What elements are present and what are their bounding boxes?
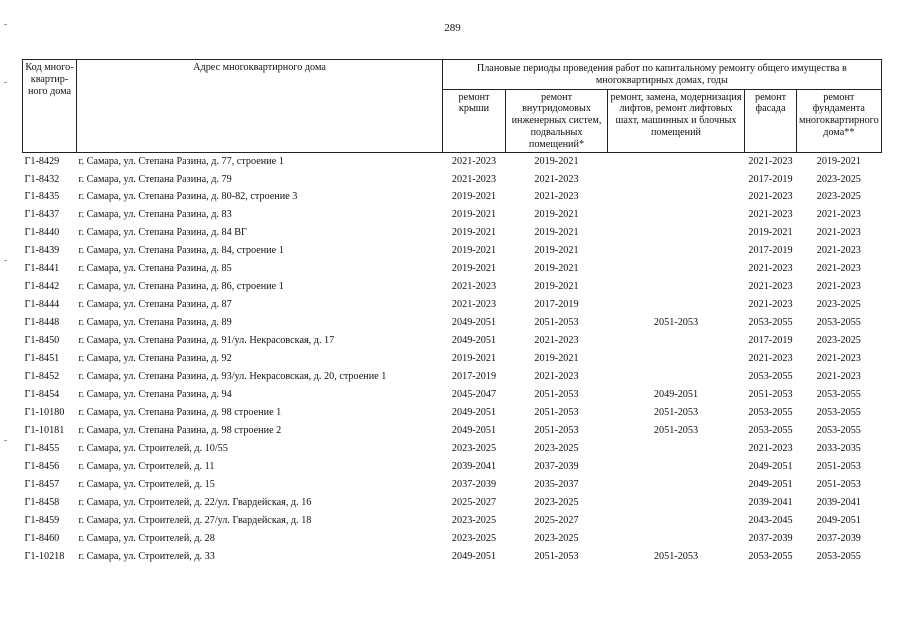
row-code: Г1-10180 xyxy=(24,406,65,418)
row-facade-period: 2049-2051 xyxy=(748,460,793,472)
row-foundation-period: 2019-2021 xyxy=(816,155,861,167)
row-engineering-period: 2021-2023 xyxy=(534,371,579,383)
row-foundation-period: 2053-2055 xyxy=(816,388,861,400)
row-foundation-period: 2021-2023 xyxy=(816,227,861,239)
row-lift-period xyxy=(608,152,745,170)
row-engineering-period: 2051-2053 xyxy=(534,550,579,562)
row-lift-period xyxy=(608,368,745,386)
row-roof-period: 2021-2023 xyxy=(451,281,497,293)
row-engineering-period: 2019-2021 xyxy=(534,227,579,239)
row-code: Г1-8429 xyxy=(24,155,60,167)
row-address: г. Самара, ул. Степана Разина, д. 83 xyxy=(78,209,232,221)
header-lifts: ремонт, замена, модернизация лифтов, ремонт лифтовых шахт, машинных и блочных помещений xyxy=(608,89,745,152)
scan-mark xyxy=(4,24,7,25)
row-foundation-period: 2053-2055 xyxy=(816,317,861,329)
row-code: Г1-8454 xyxy=(24,388,60,400)
row-facade-period: 2017-2019 xyxy=(748,173,793,185)
row-engineering-period: 2023-2025 xyxy=(534,442,579,454)
row-roof-period: 2049-2051 xyxy=(451,550,497,562)
row-engineering-period: 2051-2053 xyxy=(534,317,579,329)
row-lift-period xyxy=(608,332,745,350)
row-code: Г1-8459 xyxy=(24,514,60,526)
row-lift-period: 2051-2053 xyxy=(653,406,699,418)
row-engineering-period: 2035-2037 xyxy=(534,478,579,490)
row-lift-period xyxy=(608,260,745,278)
table-row xyxy=(23,512,882,530)
row-roof-period: 2039-2041 xyxy=(451,460,497,472)
table-row xyxy=(23,404,882,422)
row-engineering-period: 2019-2021 xyxy=(534,353,579,365)
row-facade-period: 2021-2023 xyxy=(748,155,793,167)
row-foundation-period: 2033-2035 xyxy=(816,442,861,454)
row-facade-period: 2053-2055 xyxy=(748,371,793,383)
row-code: Г1-8440 xyxy=(24,227,60,239)
row-foundation-period: 2021-2023 xyxy=(816,281,861,293)
table-row xyxy=(23,368,882,386)
row-roof-period: 2023-2025 xyxy=(451,532,497,544)
row-facade-period: 2021-2023 xyxy=(748,353,793,365)
row-code: Г1-8442 xyxy=(24,281,60,293)
table-row xyxy=(23,422,882,440)
row-address: г. Самара, ул. Степана Разина, д. 98 строение 1 xyxy=(78,406,282,418)
row-engineering-period: 2021-2023 xyxy=(534,335,579,347)
row-lift-period xyxy=(608,278,745,296)
row-code: Г1-10181 xyxy=(24,424,65,436)
row-engineering-period: 2051-2053 xyxy=(534,424,579,436)
table-row xyxy=(23,171,882,189)
row-foundation-period: 2053-2055 xyxy=(816,424,861,436)
row-foundation-period: 2023-2025 xyxy=(816,335,861,347)
row-facade-period: 2021-2023 xyxy=(748,299,793,311)
row-foundation-period: 2037-2039 xyxy=(816,532,861,544)
row-foundation-period: 2051-2053 xyxy=(816,478,861,490)
row-address: г. Самара, ул. Строителей, д. 33 xyxy=(78,550,215,562)
row-foundation-period: 2021-2023 xyxy=(816,245,861,257)
row-facade-period: 2049-2051 xyxy=(748,478,793,490)
row-lift-period: 2049-2051 xyxy=(653,388,699,400)
row-code: Г1-8460 xyxy=(24,532,60,544)
table-row xyxy=(23,278,882,296)
table-row xyxy=(23,152,882,170)
row-foundation-period: 2053-2055 xyxy=(816,550,861,562)
row-roof-period: 2049-2051 xyxy=(451,335,497,347)
row-lift-period xyxy=(608,350,745,368)
table-row xyxy=(23,332,882,350)
row-code: Г1-8435 xyxy=(24,191,60,203)
row-facade-period: 2021-2023 xyxy=(748,281,793,293)
row-engineering-period: 2017-2019 xyxy=(534,299,579,311)
row-facade-period: 2053-2055 xyxy=(748,406,793,418)
row-roof-period: 2019-2021 xyxy=(451,227,497,239)
row-engineering-period: 2037-2039 xyxy=(534,460,579,472)
row-code: Г1-8448 xyxy=(24,317,60,329)
header-row xyxy=(23,60,882,90)
row-lift-period xyxy=(608,494,745,512)
table-row xyxy=(23,314,882,332)
row-engineering-period: 2021-2023 xyxy=(534,173,579,185)
row-engineering-period: 2019-2021 xyxy=(534,245,579,257)
row-lift-period xyxy=(608,476,745,494)
row-lift-period xyxy=(608,188,745,206)
row-foundation-period: 2039-2041 xyxy=(816,496,861,508)
row-code: Г1-8441 xyxy=(24,263,60,275)
row-code: Г1-8432 xyxy=(24,173,60,185)
row-roof-period: 2045-2047 xyxy=(451,388,497,400)
row-address: г. Самара, ул. Степана Разина, д. 85 xyxy=(78,263,232,275)
row-roof-period: 2019-2021 xyxy=(451,353,497,365)
table-row xyxy=(23,260,882,278)
scan-mark xyxy=(4,82,7,83)
row-lift-period: 2051-2053 xyxy=(653,424,699,436)
row-address: г. Самара, ул. Степана Разина, д. 77, строение 1 xyxy=(78,155,284,167)
row-foundation-period: 2053-2055 xyxy=(816,406,861,418)
row-engineering-period: 2051-2053 xyxy=(534,406,579,418)
row-engineering-period: 2051-2053 xyxy=(534,388,579,400)
row-roof-period: 2023-2025 xyxy=(451,442,497,454)
row-engineering-period: 2019-2021 xyxy=(534,209,579,221)
row-foundation-period: 2021-2023 xyxy=(816,263,861,275)
row-lift-period xyxy=(608,296,745,314)
row-address: г. Самара, ул. Степана Разина, д. 91/ул. Некрасовская, д. 17 xyxy=(78,335,335,347)
page-number: 289 xyxy=(444,22,461,34)
row-code: Г1-8455 xyxy=(24,442,60,454)
table-row xyxy=(23,458,882,476)
row-engineering-period: 2019-2021 xyxy=(534,263,579,275)
row-roof-period: 2037-2039 xyxy=(451,478,497,490)
row-lift-period xyxy=(608,242,745,260)
row-facade-period: 2039-2041 xyxy=(748,496,793,508)
row-facade-period: 2017-2019 xyxy=(748,245,793,257)
row-roof-period: 2017-2019 xyxy=(451,371,497,383)
row-code: Г1-8451 xyxy=(24,353,60,365)
row-facade-period: 2053-2055 xyxy=(748,550,793,562)
table-row xyxy=(23,440,882,458)
row-address: г. Самара, ул. Степана Разина, д. 92 xyxy=(78,353,232,365)
row-roof-period: 2019-2021 xyxy=(451,209,497,221)
row-code: Г1-10218 xyxy=(24,550,65,562)
header-engineering: ремонт внутридомовых инженерных систем, подвальных помещений* xyxy=(506,89,608,152)
row-roof-period: 2019-2021 xyxy=(451,245,497,257)
row-lift-period xyxy=(608,458,745,476)
table-row xyxy=(23,548,882,566)
row-address: г. Самара, ул. Степана Разина, д. 84 ВГ xyxy=(78,227,247,239)
row-foundation-period: 2023-2025 xyxy=(816,191,861,203)
row-lift-period: 2051-2053 xyxy=(653,317,699,329)
header-roof: ремонт крыши xyxy=(443,89,506,152)
row-facade-period: 2021-2023 xyxy=(748,209,793,221)
row-lift-period xyxy=(608,206,745,224)
header-code: Код много-квартир-ного дома xyxy=(23,60,77,153)
row-facade-period: 2021-2023 xyxy=(748,442,793,454)
table-body xyxy=(23,152,882,565)
row-address: г. Самара, ул. Строителей, д. 22/ул. Гвардейская, д. 16 xyxy=(78,496,312,508)
row-roof-period: 2021-2023 xyxy=(451,299,497,311)
row-facade-period: 2019-2021 xyxy=(748,227,793,239)
row-lift-period: 2051-2053 xyxy=(653,550,699,562)
row-address: г. Самара, ул. Степана Разина, д. 87 xyxy=(78,299,232,311)
row-address: г. Самара, ул. Степана Разина, д. 98 строение 2 xyxy=(78,424,282,436)
row-roof-period: 2049-2051 xyxy=(451,424,497,436)
row-address: г. Самара, ул. Строителей, д. 15 xyxy=(78,478,215,490)
row-foundation-period: 2021-2023 xyxy=(816,353,861,365)
header-periods: Плановые периоды проведения работ по капитальному ремонту общего имущества в многоквартирных домах, годы xyxy=(443,60,882,90)
table-row xyxy=(23,242,882,260)
row-facade-period: 2037-2039 xyxy=(748,532,793,544)
row-engineering-period: 2019-2021 xyxy=(534,155,579,167)
header-address: Адрес многоквартирного дома xyxy=(77,60,443,153)
row-engineering-period: 2023-2025 xyxy=(534,496,579,508)
row-lift-period xyxy=(608,171,745,189)
row-lift-period xyxy=(608,224,745,242)
row-facade-period: 2017-2019 xyxy=(748,335,793,347)
capital-repair-schedule-table xyxy=(22,59,882,566)
row-lift-period xyxy=(608,512,745,530)
scan-mark xyxy=(4,260,7,261)
row-facade-period: 2021-2023 xyxy=(748,263,793,275)
row-roof-period: 2019-2021 xyxy=(451,191,497,203)
row-foundation-period: 2021-2023 xyxy=(816,371,861,383)
row-roof-period: 2019-2021 xyxy=(451,263,497,275)
row-facade-period: 2053-2055 xyxy=(748,317,793,329)
table-row xyxy=(23,296,882,314)
row-address: г. Самара, ул. Строителей, д. 10/55 xyxy=(78,442,228,454)
row-address: г. Самара, ул. Строителей, д. 11 xyxy=(78,460,215,472)
row-address: г. Самара, ул. Степана Разина, д. 80-82, строение 3 xyxy=(78,191,298,203)
table-row xyxy=(23,188,882,206)
table-row xyxy=(23,350,882,368)
row-lift-period xyxy=(608,530,745,548)
row-address: г. Самара, ул. Степана Разина, д. 86, строение 1 xyxy=(78,281,284,293)
row-code: Г1-8444 xyxy=(24,299,60,311)
row-address: г. Самара, ул. Степана Разина, д. 84, строение 1 xyxy=(78,245,284,257)
row-address: г. Самара, ул. Степана Разина, д. 79 xyxy=(78,173,232,185)
row-code: Г1-8450 xyxy=(24,335,60,347)
header-facade: ремонт фасада xyxy=(745,89,797,152)
row-foundation-period: 2049-2051 xyxy=(816,514,861,526)
table-row xyxy=(23,224,882,242)
row-code: Г1-8456 xyxy=(24,460,60,472)
row-address: г. Самара, ул. Степана Разина, д. 94 xyxy=(78,388,232,400)
header-foundation: ремонт фундамента многоквартирного дома** xyxy=(797,89,882,152)
row-lift-period xyxy=(608,440,745,458)
row-address: г. Самара, ул. Строителей, д. 27/ул. Гвардейская, д. 18 xyxy=(78,514,312,526)
row-code: Г1-8458 xyxy=(24,496,60,508)
row-engineering-period: 2023-2025 xyxy=(534,532,579,544)
row-roof-period: 2025-2027 xyxy=(451,496,497,508)
row-code: Г1-8437 xyxy=(24,209,60,221)
table-row xyxy=(23,530,882,548)
row-engineering-period: 2021-2023 xyxy=(534,191,579,203)
row-code: Г1-8439 xyxy=(24,245,60,257)
row-foundation-period: 2023-2025 xyxy=(816,173,861,185)
row-roof-period: 2021-2023 xyxy=(451,173,497,185)
table-row xyxy=(23,386,882,404)
table-row xyxy=(23,206,882,224)
row-roof-period: 2023-2025 xyxy=(451,514,497,526)
row-engineering-period: 2019-2021 xyxy=(534,281,579,293)
table-row xyxy=(23,476,882,494)
scan-mark xyxy=(4,440,7,441)
row-facade-period: 2043-2045 xyxy=(748,514,793,526)
table-row xyxy=(23,494,882,512)
row-facade-period: 2053-2055 xyxy=(748,424,793,436)
row-code: Г1-8457 xyxy=(24,478,60,490)
row-foundation-period: 2023-2025 xyxy=(816,299,861,311)
row-address: г. Самара, ул. Степана Разина, д. 93/ул. Некрасовская, д. 20, строение 1 xyxy=(78,371,387,383)
row-engineering-period: 2025-2027 xyxy=(534,514,579,526)
row-address: г. Самара, ул. Степана Разина, д. 89 xyxy=(78,317,232,329)
row-roof-period: 2049-2051 xyxy=(451,317,497,329)
row-facade-period: 2051-2053 xyxy=(748,388,793,400)
row-facade-period: 2021-2023 xyxy=(748,191,793,203)
row-code: Г1-8452 xyxy=(24,371,60,383)
row-roof-period: 2049-2051 xyxy=(451,406,497,418)
row-foundation-period: 2021-2023 xyxy=(816,209,861,221)
row-roof-period: 2021-2023 xyxy=(451,155,497,167)
row-foundation-period: 2051-2053 xyxy=(816,460,861,472)
row-address: г. Самара, ул. Строителей, д. 28 xyxy=(78,532,215,544)
